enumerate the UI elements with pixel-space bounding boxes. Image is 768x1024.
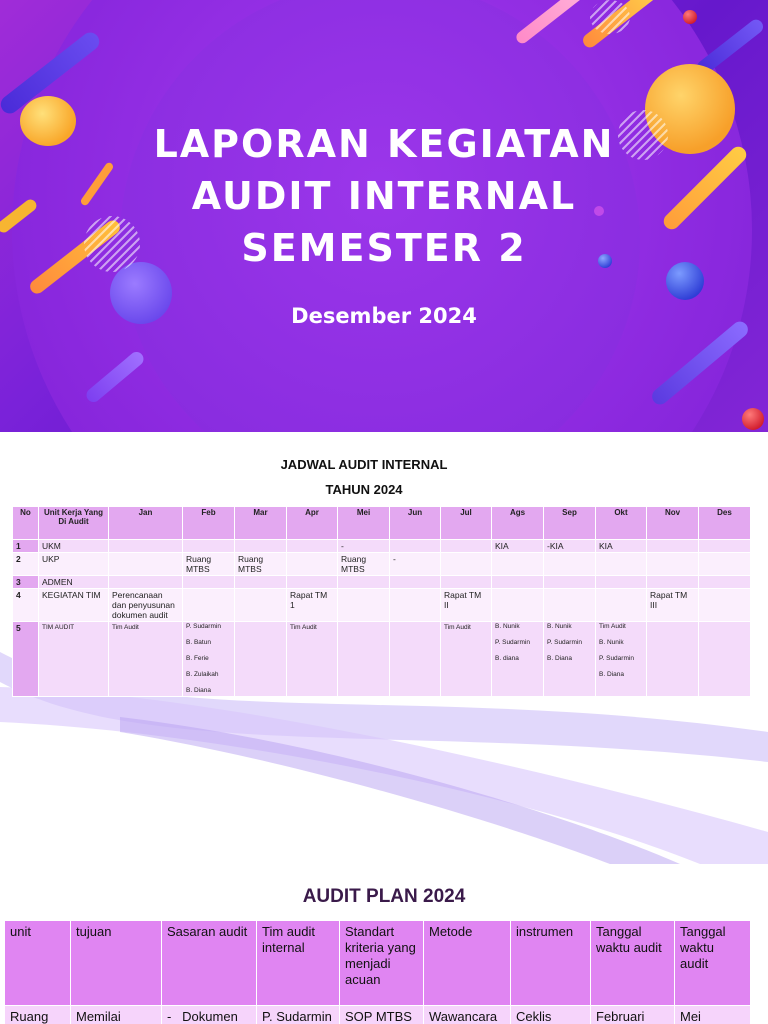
table-cell: [544, 553, 596, 576]
title-line: LAPORAN KEGIATAN: [153, 122, 615, 166]
column-header: Jul: [441, 507, 492, 540]
schedule-title-line2: TAHUN 2024: [325, 482, 403, 497]
column-header: Sasaran audit: [162, 921, 257, 1006]
table-cell: Wawancara: [424, 1006, 511, 1024]
table-cell: Ceklis: [511, 1006, 591, 1024]
audit-plan-table: [4, 920, 751, 1024]
table-cell: Februari: [591, 1006, 675, 1024]
table-cell: [183, 540, 235, 553]
table-cell: [647, 553, 699, 576]
table-cell: P. Sudarmin: [257, 1006, 340, 1024]
schedule-table: [12, 506, 751, 697]
table-cell: [183, 622, 235, 697]
table-cell: - Dokumen: [162, 1006, 257, 1024]
column-header: Tanggal waktu audit: [675, 921, 751, 1006]
table-cell: [390, 576, 441, 589]
table-cell: [596, 589, 647, 622]
table-row: [13, 576, 751, 589]
table-row: [13, 540, 751, 553]
title-line: SEMESTER 2: [241, 226, 527, 270]
table-header-row: [13, 507, 751, 540]
row-number: 3: [13, 576, 39, 589]
table-cell: [647, 622, 699, 697]
table-cell: [647, 576, 699, 589]
table-cell: [390, 589, 441, 622]
table-cell: Rapat TM II: [441, 589, 492, 622]
table-cell: [492, 553, 544, 576]
table-cell: Memilai: [71, 1006, 162, 1024]
table-cell: Ruang MTBS: [235, 553, 287, 576]
column-header: unit: [5, 921, 71, 1006]
column-header: Des: [699, 507, 751, 540]
slide-title: [0, 118, 768, 274]
table-cell: [338, 589, 390, 622]
table-cell: [109, 553, 183, 576]
column-header: Jan: [109, 507, 183, 540]
table-cell: [647, 540, 699, 553]
table-cell: [338, 576, 390, 589]
auditor-name: B. Zulaikah: [186, 671, 219, 678]
unit-cell: UKP: [39, 553, 109, 576]
table-cell: Ruang MTBS: [183, 553, 235, 576]
auditor-name: B. Diana: [547, 655, 572, 662]
auditor-name: B. Diana: [186, 687, 211, 694]
auditor-name: P. Sudarmin: [599, 655, 634, 662]
auditor-name: P. Sudarmin: [186, 623, 221, 630]
row-number: 4: [13, 589, 39, 622]
column-header: tujuan: [71, 921, 162, 1006]
auditor-name: P. Sudarmin: [547, 639, 582, 646]
table-cell: [441, 540, 492, 553]
unit-cell: ADMEN: [39, 576, 109, 589]
unit-cell: TIM AUDIT: [39, 622, 109, 697]
schedule-title: [0, 452, 728, 502]
row-number: 5: [13, 622, 39, 697]
title-line: AUDIT INTERNAL: [191, 174, 577, 218]
row-number: 1: [13, 540, 39, 553]
table-cell: [390, 540, 441, 553]
audit-plan-title: AUDIT PLAN 2024: [302, 886, 466, 907]
column-header: Ags: [492, 507, 544, 540]
table-cell: -: [390, 553, 441, 576]
decor-stripe-circle: [590, 0, 630, 34]
column-header: Metode: [424, 921, 511, 1006]
table-cell: [287, 540, 338, 553]
table-cell: [109, 576, 183, 589]
auditor-name: B. Nunik: [599, 639, 624, 646]
table-cell: [596, 622, 647, 697]
title-slide: [0, 0, 768, 432]
column-header: Standart kriteria yang menjadi acuan: [340, 921, 424, 1006]
table-cell: [492, 622, 544, 697]
table-cell: [235, 540, 287, 553]
table-cell: [183, 589, 235, 622]
column-header: Jun: [390, 507, 441, 540]
table-cell: [544, 589, 596, 622]
table-cell: Rapat TM 1: [287, 589, 338, 622]
table-cell: [235, 576, 287, 589]
table-cell: [544, 622, 596, 697]
table-cell: [287, 576, 338, 589]
table-cell: -: [338, 540, 390, 553]
table-cell: [235, 622, 287, 697]
column-header: Sep: [544, 507, 596, 540]
table-cell: [441, 553, 492, 576]
auditor-name: P. Sudarmin: [495, 639, 530, 646]
table-cell: [441, 576, 492, 589]
table-cell: Ruang MTBS: [338, 553, 390, 576]
column-header: Nov: [647, 507, 699, 540]
table-header-row: [5, 921, 751, 1006]
table-cell: Rapat TM III: [647, 589, 699, 622]
table-cell: Tim Audit: [109, 622, 183, 697]
table-cell: [235, 589, 287, 622]
unit-cell: UKM: [39, 540, 109, 553]
table-cell: [183, 576, 235, 589]
column-header: No: [13, 507, 39, 540]
audit-plan-slide: [0, 864, 768, 1024]
row-number: 2: [13, 553, 39, 576]
table-cell: Mei: [675, 1006, 751, 1024]
auditor-name: Tim Audit: [599, 623, 626, 630]
table-cell: Perencanaan dan penyusunan dokumen audit: [109, 589, 183, 622]
table-row: [13, 622, 751, 697]
decor-ball: [742, 408, 764, 430]
schedule-title-line1: JADWAL AUDIT INTERNAL: [280, 457, 448, 472]
table-cell: [492, 576, 544, 589]
table-cell: [699, 589, 751, 622]
table-cell: [699, 622, 751, 697]
column-header: Tanggal waktu audit: [591, 921, 675, 1006]
auditor-name: B. Nunik: [547, 623, 572, 630]
table-cell: Tim Audit: [287, 622, 338, 697]
column-header: Feb: [183, 507, 235, 540]
table-cell: [544, 576, 596, 589]
table-cell: [699, 540, 751, 553]
table-cell: Tim Audit: [441, 622, 492, 697]
table-cell: [699, 576, 751, 589]
column-header: Apr: [287, 507, 338, 540]
column-header: Tim audit internal: [257, 921, 340, 1006]
table-cell: [492, 589, 544, 622]
table-cell: KIA: [492, 540, 544, 553]
table-cell: [390, 622, 441, 697]
column-header: Okt: [596, 507, 647, 540]
table-cell: [287, 553, 338, 576]
table-cell: [338, 622, 390, 697]
decor-ball: [683, 10, 697, 24]
column-header: instrumen: [511, 921, 591, 1006]
auditor-name: B. Batun: [186, 639, 211, 646]
column-header: Mar: [235, 507, 287, 540]
table-row: [5, 1006, 751, 1024]
unit-cell: KEGIATAN TIM: [39, 589, 109, 622]
table-cell: [699, 553, 751, 576]
table-cell: [596, 553, 647, 576]
column-header: Unit Kerja Yang Di Audit: [39, 507, 109, 540]
table-cell: -KIA: [544, 540, 596, 553]
table-cell: [109, 540, 183, 553]
auditor-name: B. Ferie: [186, 655, 209, 662]
table-cell: SOP MTBS: [340, 1006, 424, 1024]
table-row: [13, 589, 751, 622]
table-row: [13, 553, 751, 576]
auditor-name: B. Diana: [599, 671, 624, 678]
table-cell: Ruang: [5, 1006, 71, 1024]
auditor-name: B. diana: [495, 655, 519, 662]
table-cell: KIA: [596, 540, 647, 553]
slide-subtitle: Desember 2024: [291, 304, 477, 328]
auditor-name: B. Nunik: [495, 623, 520, 630]
column-header: Mei: [338, 507, 390, 540]
table-cell: [596, 576, 647, 589]
schedule-slide: [0, 432, 768, 864]
